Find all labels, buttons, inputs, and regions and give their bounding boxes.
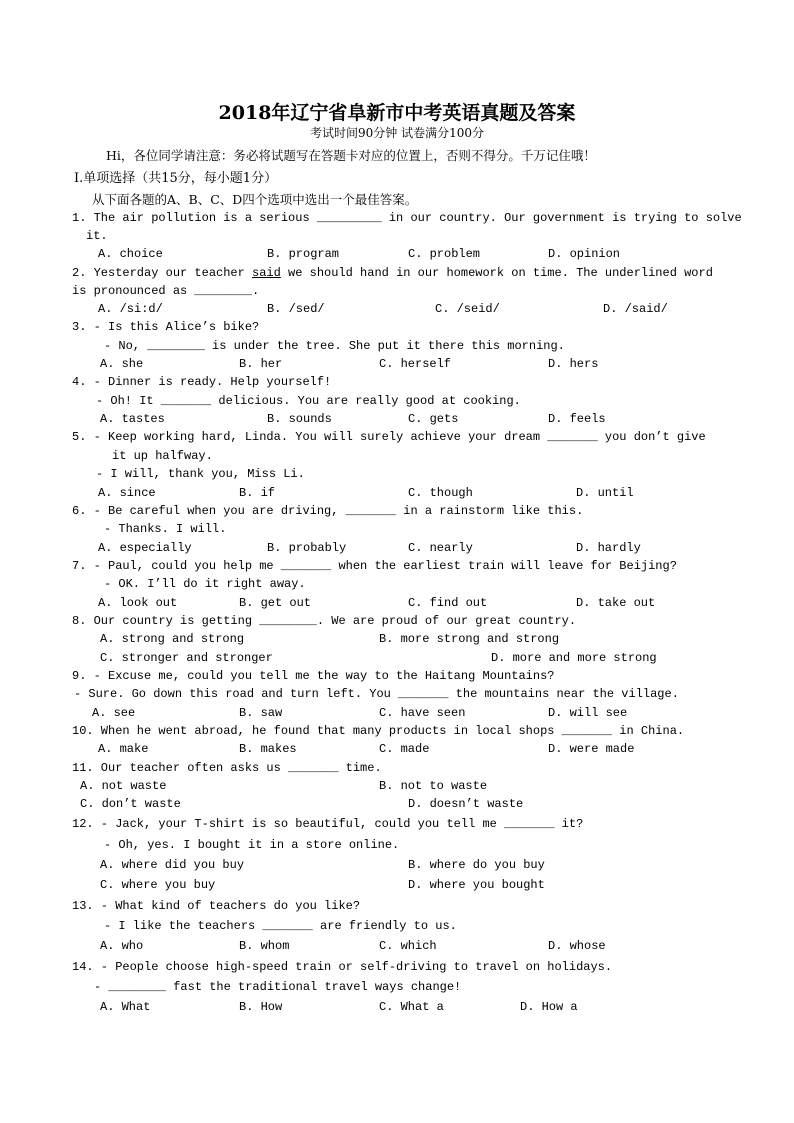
q10-option-d: D. were made xyxy=(548,742,635,756)
notice-text: Hi，各位同学请注意：务必将试题写在答题卡对应的位置上，否则不得分。千万记住哦！ xyxy=(106,148,596,163)
q11-option-d: D. doesn’t waste xyxy=(408,797,524,811)
q7-option-b: B. get out xyxy=(239,596,312,610)
q11-option-b: B. not to waste xyxy=(379,779,488,793)
exam-info: 考试时间90分钟 试卷满分100分 xyxy=(310,126,484,140)
q13-option-c: C. which xyxy=(379,939,437,953)
q2-option-a: A. /si:d/ xyxy=(98,302,163,316)
q1-option-b: B. program xyxy=(267,247,340,261)
q5-option-d: D. until xyxy=(576,486,634,500)
q3-option-d: D. hers xyxy=(548,357,599,371)
q9-option-b: B. saw xyxy=(239,706,283,720)
question-7-stem: 7. - Paul, could you help me _______ when the earliest train will leave for Beijing? xyxy=(72,559,677,573)
question-3-reply: - No, ________ is under the tree. She put it there this morning. xyxy=(104,339,565,353)
q8-option-c: C. stronger and stronger xyxy=(100,651,273,665)
question-2-stem-cont: is pronounced as ________. xyxy=(72,284,260,298)
q4-option-b: B. sounds xyxy=(267,412,332,426)
q2-stem-post: we should hand in our homework on time. The underlined word xyxy=(280,266,713,280)
q14-option-d: D. How a xyxy=(520,1000,578,1014)
q2-option-d: D. /said/ xyxy=(603,302,668,316)
q9-option-a: A. see xyxy=(92,706,136,720)
question-9-reply: - Sure. Go down this road and turn left. You _______ the mountains near the village. xyxy=(74,687,679,701)
q2-option-b: B. /sed/ xyxy=(267,302,325,316)
q14-option-b: B. How xyxy=(239,1000,283,1014)
q8-option-b: B. more strong and strong xyxy=(379,632,560,646)
q13-option-a: A. who xyxy=(100,939,144,953)
question-6-stem: 6. - Be careful when you are driving, _______ in a rainstorm like this. xyxy=(72,504,584,518)
q2-stem-pre: 2. Yesterday our teacher xyxy=(72,266,253,280)
q6-option-a: A. especially xyxy=(98,541,192,555)
q13-option-d: D. whose xyxy=(548,939,606,953)
q6-option-b: B. probably xyxy=(267,541,347,555)
q14-option-a: A. What xyxy=(100,1000,151,1014)
q5-option-c: C. though xyxy=(408,486,473,500)
q8-option-d: D. more and more strong xyxy=(491,651,657,665)
question-5-stem-cont: it up halfway. xyxy=(112,449,213,463)
q5-option-a: A. since xyxy=(98,486,156,500)
q14-option-c: C. What a xyxy=(379,1000,444,1014)
question-5-reply: - I will, thank you, Miss Li. xyxy=(96,467,305,481)
question-5-stem: 5. - Keep working hard, Linda. You will surely achieve your dream _______ you don’t give xyxy=(72,430,706,444)
q10-option-b: B. makes xyxy=(239,742,297,756)
q12-option-a: A. where did you buy xyxy=(100,858,245,872)
question-4-stem: 4. - Dinner is ready. Help yourself! xyxy=(72,375,332,389)
q2-option-c: C. /seid/ xyxy=(435,302,500,316)
question-3-stem: 3. - Is this Alice’s bike? xyxy=(72,320,260,334)
q4-option-a: A. tastes xyxy=(100,412,165,426)
q1-option-a: A. choice xyxy=(98,247,163,261)
q2-underlined-word: said xyxy=(252,266,281,280)
question-8-stem: 8. Our country is getting ________. We are proud of our great country. xyxy=(72,614,577,628)
question-1-stem: 1. The air pollution is a serious _________ in our country. Our government is trying to solve xyxy=(72,211,742,225)
q10-option-a: A. make xyxy=(98,742,149,756)
q9-option-c: C. have seen xyxy=(379,706,466,720)
question-4-reply: - Oh! It _______ delicious. You are really good at cooking. xyxy=(96,394,521,408)
q7-option-a: A. look out xyxy=(98,596,178,610)
question-11-stem: 11. Our teacher often asks us _______ time. xyxy=(72,761,382,775)
q6-option-d: D. hardly xyxy=(576,541,641,555)
question-12-reply: - Oh, yes. I bought it in a store online. xyxy=(104,838,400,852)
q1-option-d: D. opinion xyxy=(548,247,621,261)
question-14-stem: 14. - People choose high-speed train or self-driving to travel on holidays. xyxy=(72,960,613,974)
q12-option-b: B. where do you buy xyxy=(408,858,545,872)
q11-option-c: C. don’t waste xyxy=(80,797,181,811)
q4-option-c: C. gets xyxy=(408,412,459,426)
section-instruction: 从下面各题的A、B、C、D四个选项中选出一个最佳答案。 xyxy=(92,192,418,207)
question-13-stem: 13. - What kind of teachers do you like? xyxy=(72,899,361,913)
q7-option-d: D. take out xyxy=(576,596,656,610)
question-6-reply: - Thanks. I will. xyxy=(104,522,227,536)
q1-option-c: C. problem xyxy=(408,247,481,261)
question-14-reply: - ________ fast the traditional travel ways change! xyxy=(94,980,462,994)
section-heading: Ⅰ.单项选择（共15分，每小题1分） xyxy=(74,171,278,186)
q3-option-c: C. herself xyxy=(379,357,452,371)
q5-option-b: B. if xyxy=(239,486,276,500)
q13-option-b: B. whom xyxy=(239,939,290,953)
q10-option-c: C. made xyxy=(379,742,430,756)
q4-option-d: D. feels xyxy=(548,412,606,426)
question-7-reply: - OK. I’ll do it right away. xyxy=(104,577,306,591)
q6-option-c: C. nearly xyxy=(408,541,473,555)
q7-option-c: C. find out xyxy=(408,596,488,610)
q9-option-d: D. will see xyxy=(548,706,628,720)
q12-option-d: D. where you bought xyxy=(408,878,545,892)
question-13-reply: - I like the teachers _______ are friendly to us. xyxy=(104,919,457,933)
q8-option-a: A. strong and strong xyxy=(100,632,245,646)
q3-option-b: B. her xyxy=(239,357,283,371)
question-2-stem xyxy=(72,266,713,280)
q11-option-a: A. not waste xyxy=(80,779,167,793)
q3-option-a: A. she xyxy=(100,357,144,371)
question-9-stem: 9. - Excuse me, could you tell me the way to the Haitang Mountains? xyxy=(72,669,555,683)
page-title: 2018年辽宁省阜新市中考英语真题及答案 xyxy=(218,102,576,124)
q12-option-c: C. where you buy xyxy=(100,878,216,892)
question-1-stem-cont: it. xyxy=(86,229,108,243)
question-10-stem: 10. When he went abroad, he found that many products in local shops _______ in China. xyxy=(72,724,685,738)
question-12-stem: 12. - Jack, your T-shirt is so beautiful, could you tell me _______ it? xyxy=(72,817,584,831)
